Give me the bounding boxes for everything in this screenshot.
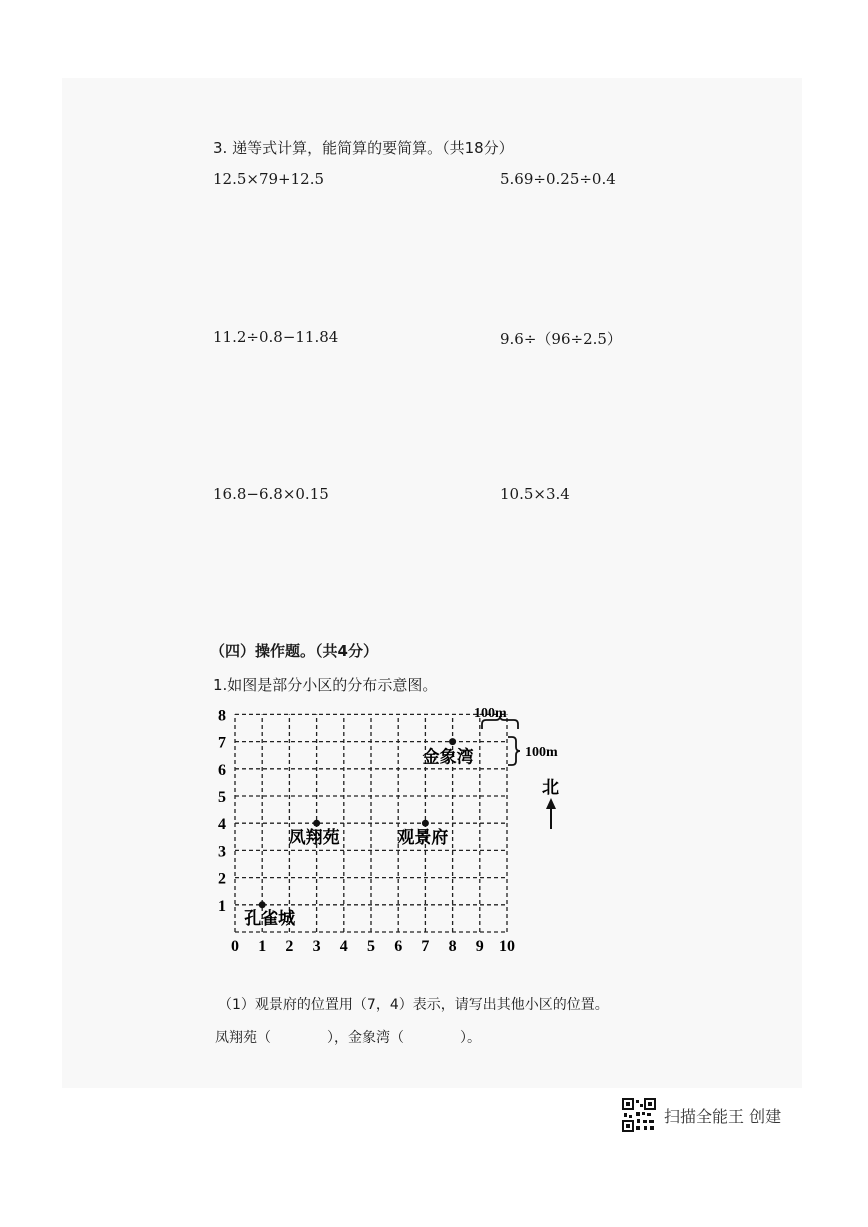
- location-label: 金象湾: [422, 747, 474, 768]
- x-tick-label: 2: [285, 938, 294, 955]
- problem-4: 9.6÷（96÷2.5）: [500, 330, 622, 348]
- x-tick-label: 3: [312, 938, 321, 955]
- scale-height-label: 100m: [525, 745, 558, 760]
- problem-2: 5.69÷0.25÷0.4: [500, 170, 616, 188]
- scanner-watermark: [622, 1098, 781, 1132]
- problem-6: 10.5×3.4: [500, 485, 570, 503]
- x-tick-label: 7: [421, 938, 430, 955]
- y-tick-label: 4: [218, 816, 226, 834]
- location-point: [449, 738, 456, 745]
- problem-3: 11.2÷0.8−11.84: [213, 328, 339, 346]
- qr-code-icon: [622, 1098, 656, 1132]
- y-tick-label: 6: [218, 761, 226, 779]
- watermark-text: 扫描全能王 创建: [664, 1106, 782, 1126]
- y-tick-label: 5: [218, 789, 226, 806]
- y-tick-label: 7: [218, 734, 226, 752]
- sub-question-1: （1）观景府的位置用（7，4）表示，请写出其他小区的位置。: [218, 997, 609, 1013]
- y-tick-label: 3: [218, 843, 226, 861]
- x-tick-label: 5: [367, 938, 375, 955]
- x-tick-label: 9: [475, 938, 484, 955]
- x-tick-label: 1: [258, 938, 267, 955]
- x-tick-label: 4: [339, 938, 348, 955]
- y-tick-label: 1: [218, 897, 226, 915]
- section3-heading: 3. 递等式计算，能简算的要简算。（共18分）: [213, 139, 514, 157]
- north-arrow: [542, 778, 559, 829]
- answer-line[interactable]: 凤翔苑（ ），金象湾（ ）。: [215, 1030, 481, 1046]
- x-tick-label: 0: [231, 938, 239, 955]
- x-tick-label: 10: [499, 938, 515, 955]
- coordinate-grid: [210, 700, 590, 985]
- scale-markers: [474, 706, 558, 765]
- north-label: 北: [542, 778, 559, 798]
- location-point: [259, 901, 266, 908]
- location-point: [313, 820, 320, 827]
- section4-heading: （四）操作题。（共4分）: [210, 642, 378, 660]
- location-label: 观景府: [397, 828, 449, 849]
- scale-width-label: 100m: [474, 706, 507, 721]
- y-tick-label: 8: [218, 707, 226, 725]
- problem-1: 12.5×79+12.5: [213, 170, 325, 188]
- x-tick-label: 8: [448, 938, 457, 955]
- location-point: [422, 820, 429, 827]
- problem-5: 16.8−6.8×0.15: [213, 485, 329, 503]
- y-tick-label: 2: [218, 870, 226, 888]
- location-label: 凤翔苑: [288, 828, 340, 849]
- x-tick-label: 6: [394, 938, 403, 955]
- location-label: 孔雀城: [244, 908, 296, 929]
- question-1-text: 1.如图是部分小区的分布示意图。: [213, 676, 438, 694]
